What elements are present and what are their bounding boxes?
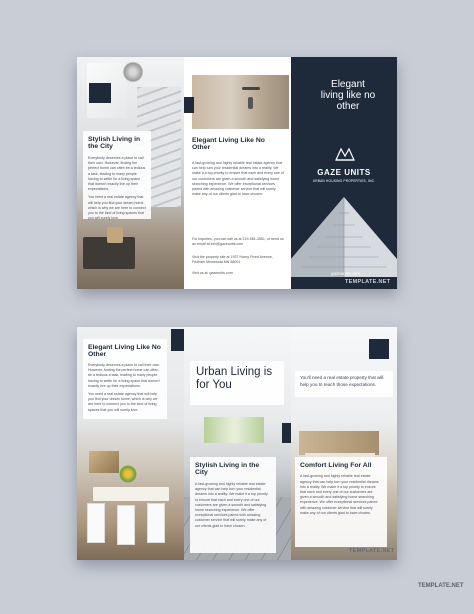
inside-right-title: Comfort Living For All	[300, 462, 372, 469]
pillow-shape	[107, 227, 123, 243]
handle-shape	[242, 87, 260, 90]
inside-right-intro: You'll need a real estate property that will help you to reach those expectations.	[300, 375, 384, 387]
table-shape	[93, 487, 169, 501]
inside-right-panel	[291, 327, 397, 560]
template-net-logo: TEMPLATE.NET	[418, 583, 464, 589]
outside-middle-title: Elegant Living Like No Other	[192, 137, 265, 152]
brochure-inside-sheet	[77, 327, 397, 560]
inside-center-paragraph: A fast-growing and highly reliable real estate agency that can help turn your residential dreams into a reality. We make it a top priority to ensure that each and every one of our customers are given a smooth and satisfying home searching experience. We offer exceptional services paired with amazing customer service that will surely make any of our clients glad to have chosen.	[195, 481, 268, 528]
inside-left-panel	[77, 327, 184, 560]
chair-shape	[147, 503, 165, 543]
skyscraper-photo	[291, 197, 397, 277]
accent-square	[369, 339, 389, 359]
inside-center-textbox	[190, 457, 276, 553]
chandelier-shape	[123, 61, 143, 83]
inside-right-intro-box	[295, 371, 393, 397]
cover-brand: GAZE UNITS	[317, 168, 371, 177]
cover-website: gazeunits.com	[331, 271, 361, 276]
outside-left-paragraph-2: You need a real estate agency that will help you find your dream home, which is why we are here to connect you to the kind of living spaces that you will surely love.	[88, 195, 146, 221]
cover-watermark: TEMPLATE.NET	[345, 279, 391, 285]
outside-left-paragraph-1: Everybody deserves a place to call their own. However, finding the perfect home can often be a tedious a task, leading to many people having to settle for a living space that doesn't exactly live up their expectations.	[88, 155, 146, 192]
inside-center-panel	[184, 327, 291, 560]
inside-left-textbox	[83, 339, 167, 419]
accent-square	[89, 83, 111, 103]
skyscraper-graphic	[291, 197, 397, 277]
lock-shape	[248, 97, 253, 109]
inside-left-paragraph-2: You need a real estate agency that will help you find your dream home, which is why we are here to connect you to the kind of living spaces that you will surely love.	[88, 391, 158, 412]
inside-watermark: TEMPLATE.NET	[349, 548, 395, 554]
painting-shape	[89, 451, 119, 473]
outside-middle-contact: For inquiries, you can call us at 219-561-3551, or send us an email at info@gazeunits.com	[192, 237, 284, 247]
brochure-outside-sheet	[77, 57, 397, 289]
inside-left-title: Elegant Living Like No Other	[88, 344, 161, 359]
outside-left-title: Stylish Living in the City	[88, 136, 141, 151]
inside-center-headline-box	[190, 361, 284, 405]
chair-shape	[87, 503, 105, 543]
outside-middle-panel	[184, 57, 291, 289]
outside-left-textbox	[83, 131, 151, 219]
door-handle-photo	[192, 75, 289, 129]
inside-right-paragraph: A fast-growing and highly reliable real estate agency that can help turn your residential dreams into a reality. We make it a top priority to ensure that each and every one of our customers are given a smooth and satisfying home searching experience. We offer exceptional services paired with amazing customer service that will surely make any of our clients glad to have chosen.	[300, 474, 379, 515]
inside-center-headline: Urban Living is for You	[196, 366, 273, 392]
accent-square	[282, 423, 291, 443]
outside-middle-web: Visit us at: gazeunits.com	[192, 271, 233, 275]
outside-middle-visit: Visit the property site at 1937 Horny Fixed Avenue, Fridham Minnesota MN 56001	[192, 255, 273, 265]
cabinet-shape	[299, 431, 379, 455]
inside-right-textbox	[295, 457, 387, 547]
inside-left-paragraph-1: Everybody deserves a place to call their own. However, finding the perfect home can often be a tedious a task, leading to many people having to settle for a living space that doesn't exactly live up their expectations.	[88, 362, 161, 388]
accent-square	[171, 329, 184, 351]
inside-center-title: Stylish Living in the City	[195, 462, 260, 477]
cover-headline: Elegant living like no other	[320, 79, 376, 113]
window-shape	[204, 417, 264, 443]
outside-cover-panel	[291, 57, 397, 289]
outside-middle-paragraph: A fast-growing and highly reliable real estate agency that can help turn your residential dreams into a reality. We make it a top priority to ensure that each and every one of our customers are given a smooth and satisfying home searching experience. We offer exceptional services paired with amazing customer service that will surely make any of our clients glad to have chosen.	[192, 161, 284, 197]
outside-left-panel	[77, 57, 184, 289]
accent-square	[184, 97, 194, 113]
brand-logo-icon	[335, 147, 355, 161]
cover-tagline: URBAN HOUSING PROPERTIES, INC.	[312, 179, 376, 183]
chair-shape	[117, 505, 135, 545]
flower-shape	[119, 465, 137, 483]
